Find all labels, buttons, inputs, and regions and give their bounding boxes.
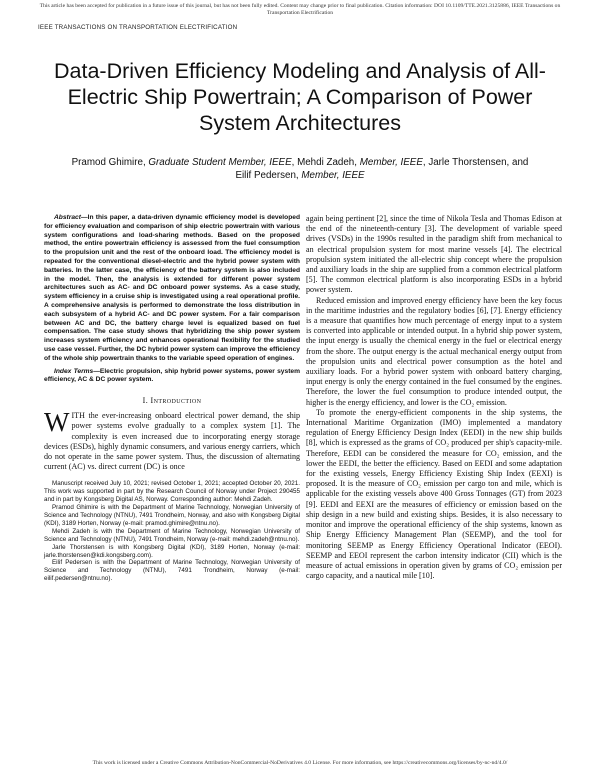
- intro-first-word: ITH: [71, 411, 85, 421]
- author-membership: Member, IEEE: [359, 157, 423, 168]
- right-column: [306, 214, 562, 581]
- abstract: [44, 214, 300, 364]
- author-membership: Member, IEEE: [301, 170, 365, 181]
- author-membership: Graduate Student Member, IEEE: [148, 157, 292, 168]
- author-name: , Jarle Thorstensen, and: [422, 157, 529, 168]
- section-title: Introduction: [150, 396, 202, 406]
- author-name: Eilif Pedersen,: [235, 170, 302, 181]
- author-list: [48, 156, 552, 182]
- footnote-author: Jarle Thorstensen is with Kongsberg Digital (KDI), 3189 Horten, Norway (e-mail: jarle.thorstensen@kdi.kongsberg.com).: [44, 543, 300, 559]
- intro-text: the ever-increasing onboard electrical power demand, the ship power systems evolve gradually to a complex system [1]. The complexity is even increased due to incorporating energy storage devices (ESDs), highly dynamic consumers, and various energy carriers, which do not operate in the same power system. Thus, the discussion of alternating current (AC) vs. direct current (DC) is once: [44, 411, 300, 472]
- index-terms-label: Index Terms: [54, 367, 94, 375]
- author-name: Pramod Ghimire,: [71, 157, 149, 168]
- footnote-manuscript: Manuscript received July 10, 2021; revised October 1, 2021; accepted October 20, 2021. This work was supported in part by the Research Council of Norway under Project 290455 and in part by Kongsberg Digital AS, Norway. Corresponding author: Mehdi Zadeh.: [44, 480, 300, 504]
- paper-title: Data-Driven Efficiency Modeling and Analysis of All-Electric Ship Powertrain; A Comparison of Power System Architectures: [54, 59, 546, 135]
- license-notice: This work is licensed under a Creative Commons Attribution-NonCommercial-NoDerivatives 4.0 License. For more information, see https://creativecommons.org/licenses/by-nc-nd/4.0/: [92, 760, 508, 766]
- body-paragraph: To promote the energy-efficient components in the ship systems, the International Maritime Organization (IMO) implemented a mandatory regulation of Energy Efficiency Design Index (EEDI) in the new ship builds [8], which is expressed as the grams of CO₂ produced per ship's capacity-mile. Therefore, EEDI can be considered the measure for CO₂ emission, and the lower the EEDI, the better the efficiency. Based on EEDI and some adaptation for the existing vessels, Energy Efficiency Existing Ship Index (EEXI) is proposed. It is the measure of CO₂ emission per cargo ton and mile, which is applicable for the existing vessels above 400 Gross Tonnages (GT) from 2023 [9]. EEDI and EEXI are the measures of efficiency or emission based on the ship design in a new build and existing ships. Besides, it is also necessary to monitor and improve the operational efficiency of the ship systems, known as Ship Energy Efficiency Management Plan (SEEMP), and the tool for monitoring SEEMP as Energy Efficiency Operational Indicator (EEOI). SEEMP and EEOI represent the carbon intensity indicator (CII) which is the measure of actual emissions in operation given by grams of CO₂ emission per cargo capacity, and a nautical mile [10].: [306, 407, 562, 581]
- publication-notice: This article has been accepted for publication in a future issue of this journal, but has not been fully edited. Content may change prior to final publication. Citation information: DOI 10.1109/TTE.2021.3125886, IEEE Transactions on Transportation Electrification: [39, 3, 561, 16]
- drop-cap: W: [44, 407, 70, 438]
- left-column: [44, 214, 300, 583]
- footnote-author: Mehdi Zadeh is with the Department of Marine Technology, Norwegian University of Science and Technology (NTNU), 7491 Trondheim, Norway (e-mail: mehdi.zadeh@ntnu.no).: [44, 527, 300, 543]
- abstract-text: —In this paper, a data-driven dynamic efficiency model is developed for efficiency evaluation and comparison of ship electric powertrain with various system configurations and load-sharing methods. Based on the proposed method, the entire powertrain efficiency is assessed from the fuel consumption to the propulsion unit and the rest of the onboard load. The efficiency model is repeated for the conventional diesel-electric and the hybrid power system with batteries. In the latter case, the efficiency of the battery system is also included in the model. Then, the analysis is extended for different power system architectures such as AC- and DC onboard power systems. As a case study, system efficiency in a cruise ship is investigated using a real operational profile. A comprehensive analysis is performed to demonstrate the loss distribution in each subsystem of a hybrid AC- and DC power system. For a fair comparison between AC and DC, the battery charge level is equalized based on fuel compensation. The case study shows that hybridizing the ship power system increases system efficiency and enhances operational flexibility for the studied use case vessel. Further, the DC hybrid power system can improve the efficiency of the whole ship powertrain thanks to the variable speed operation of engines.: [44, 214, 300, 362]
- abstract-label: Abstract: [54, 214, 81, 221]
- section-number: I.: [142, 396, 149, 406]
- author-line-1: [48, 156, 552, 169]
- section-heading: [44, 396, 300, 405]
- author-line-2: [48, 169, 552, 182]
- body-paragraph: again being pertinent [2], since the time of Nikola Tesla and Thomas Edison at the end of the nineteenth-century [3]. The development of variable speed drives (VSDs) in the 1990s resulted in the paradigm shift from mechanical to an electrical propulsion system for most marine vessels [4]. The electrical propulsion system initiated the all-electric ship concept where the propulsion and auxiliary loads in the ship are supplied from a common electrical platform [5]. The common electrical platform is also incorporating ESDs in a hybrid power system.: [306, 214, 562, 295]
- author-name: , Mehdi Zadeh,: [291, 157, 360, 168]
- footnote-author: Pramod Ghimire is with the Department of Marine Technology, Norwegian University of Science and Technology (NTNU), 7491 Trondheim, Norway, and also with Kongsberg Digital (KDI), 3189 Horten, Norway (e-mail: pramod.ghimire@ntnu.no).: [44, 504, 300, 527]
- journal-header: IEEE TRANSACTIONS ON TRANSPORTATION ELECTRIFICATION: [38, 24, 238, 31]
- body-paragraph: Reduced emission and improved energy efficiency have been the key focus in the maritime industries and the regulatory bodies [6], [7]. Energy efficiency is a measure that quantifies how much percentage of energy input to a system is converted into applicable or intended output. In a hybrid ship power system, the input energy is usually the chemical energy in the fuel or electrical energy from the shore. The output energy is the actual mechanical energy output from the propulsion units and electrical power consumption as the hotel and auxiliary loads. For a hybrid power system with onboard battery charging, input energy is only the energy contained in the fuel consumed by the engines. Therefore, the lower the fuel consumption to produce intended output, the higher is the energy efficiency, and lower is the CO₂ emission.: [306, 295, 562, 407]
- index-terms: [44, 368, 300, 386]
- footnotes: [44, 480, 300, 583]
- footnote-author: Eilif Pedersen is with the Department of Marine Technology, Norwegian University of Science and Technology (NTNU), 7491 Trondheim, Norway (e-mail: eilif.pedersen@ntnu.no).: [44, 559, 300, 583]
- intro-paragraph: [44, 407, 300, 472]
- index-terms-text: —Electric propulsion, ship hybrid power systems, power system efficiency, AC & DC power system.: [44, 367, 301, 384]
